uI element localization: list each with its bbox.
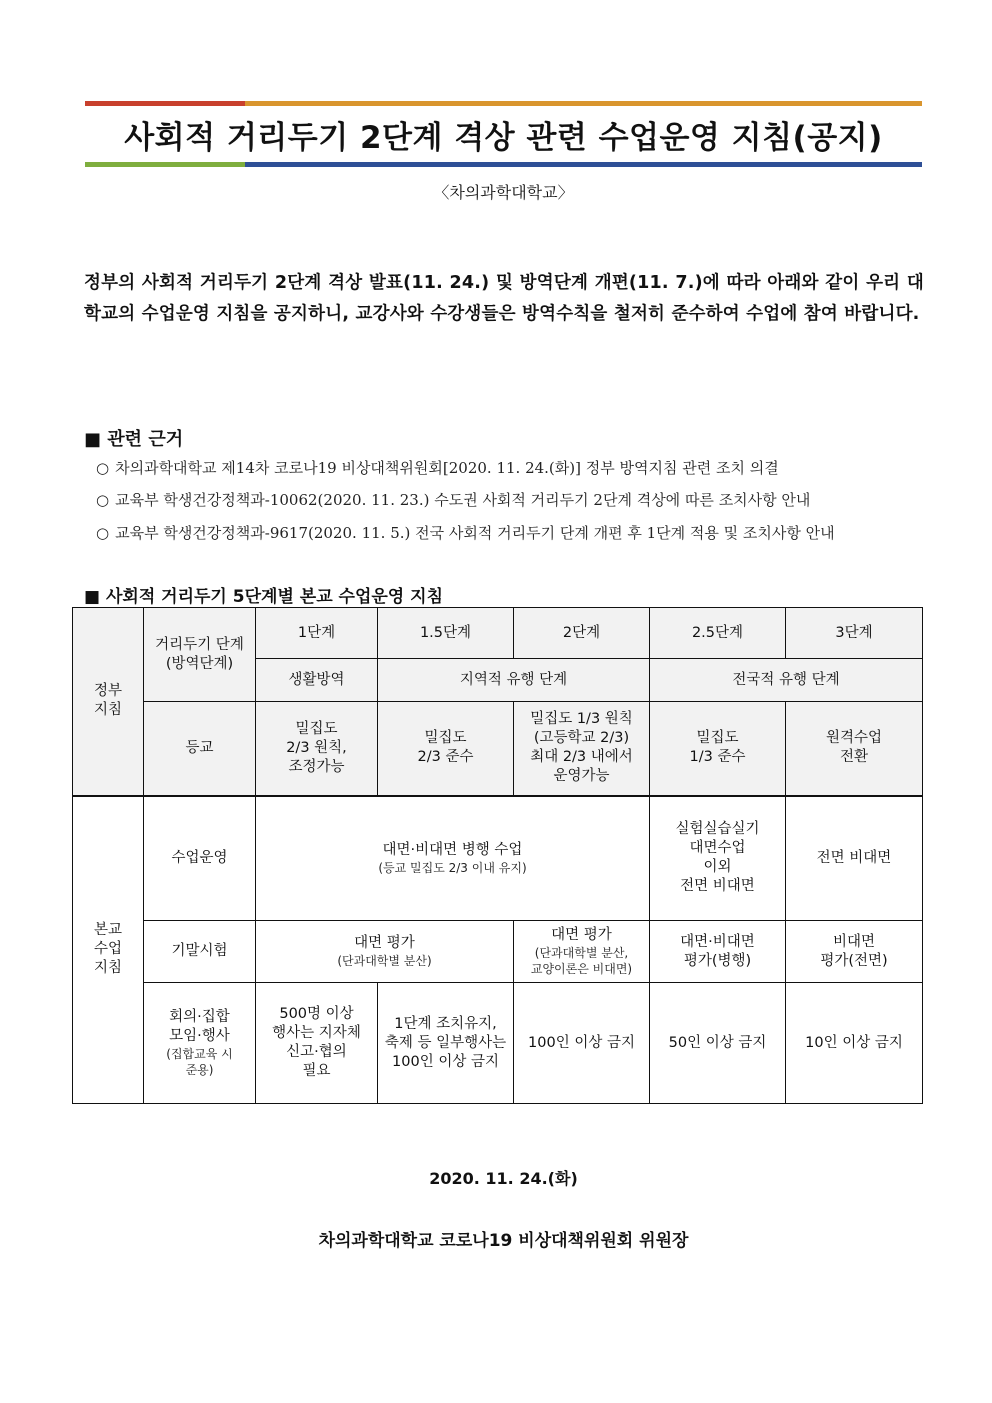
stage-header: 거리두기 단계 (방역단계)	[144, 608, 256, 702]
gov-guideline-label: 정부 지침	[73, 608, 144, 796]
table-heading: ■ 사회적 거리두기 5단계별 본교 수업운영 지침	[84, 587, 443, 607]
events-label-note: (집합교육 시 준용)	[166, 1047, 233, 1077]
class-ops-stage25: 실험실습실기 대면수업 이외 전면 비대면	[650, 796, 786, 921]
subtitle: 〈차의과학대학교〉	[433, 183, 574, 202]
stage-cell: 1단계	[256, 608, 378, 659]
top-bar-red	[85, 101, 245, 106]
final-exam-main-text: 대면 평가	[354, 935, 415, 951]
attendance-cell: 밀집도 1/3 준수	[650, 702, 786, 796]
events-label	[144, 983, 256, 1104]
attendance-label: 등교	[144, 702, 256, 796]
basis-item-text: 교육부 학생건강정책과-10062(2020. 11. 23.) 수도권 사회적 거리두기 2단계 격상에 따른 조치사항 안내	[115, 491, 811, 509]
class-ops-main	[256, 796, 650, 921]
intro-paragraph: 정부의 사회적 거리두기 2단계 격상 발표(11. 24.) 및 방역단계 개편(11. 7.)에 따라 아래와 같이 우리 대학교의 수업운영 지침을 공지하니, 교강사와 수강생들은 방역수칙을 철저히 준수하여 수업에 참여 바랍니다.	[84, 273, 924, 324]
basis-heading: ■ 관련 근거	[84, 429, 184, 450]
attendance-cell: 밀집도 2/3 준수	[378, 702, 514, 796]
circle-bullet-icon: ○	[96, 491, 110, 509]
guideline-table	[72, 607, 923, 1104]
top-bar-orange	[245, 101, 922, 106]
circle-bullet-icon: ○	[96, 459, 110, 477]
events-cell: 50인 이상 금지	[650, 983, 786, 1104]
events-cell: 10인 이상 금지	[786, 983, 923, 1104]
circle-bullet-icon: ○	[96, 524, 110, 542]
final-exam-stage2-note: (단과대학별 분산, 교양이론은 비대면)	[530, 946, 633, 976]
final-exam-stage2-text: 대면 평가	[551, 927, 612, 943]
class-ops-main-note: (등교 밀집도 2/3 이내 유지)	[378, 860, 527, 875]
page-title: 사회적 거리두기 2단계 격상 관련 수업운영 지침(공지)	[124, 120, 883, 156]
basis-item	[96, 489, 810, 510]
class-ops-main-text: 대면·비대면 병행 수업	[382, 841, 523, 858]
bottom-bar-green	[85, 162, 245, 167]
final-exam-label: 기말시험	[144, 921, 256, 983]
class-ops-label: 수업운영	[144, 796, 256, 921]
attendance-cell: 밀집도 2/3 원칙, 조정가능	[256, 702, 378, 796]
final-exam-stage3: 비대면 평가(전면)	[786, 921, 923, 983]
final-exam-main-note: (단과대학별 분산)	[337, 954, 432, 968]
basis-item	[96, 457, 779, 478]
stage-cell: 2.5단계	[650, 608, 786, 659]
events-cell: 500명 이상 행사는 지자체 신고·협의 필요	[256, 983, 378, 1104]
stage-cell: 3단계	[786, 608, 923, 659]
bottom-bar-blue	[245, 162, 922, 167]
signer: 차의과학대학교 코로나19 비상대책위원회 위원장	[318, 1231, 689, 1251]
phase-cell: 생활방역	[256, 659, 378, 702]
class-ops-stage3: 전면 비대면	[786, 796, 923, 921]
final-exam-main	[256, 921, 514, 983]
events-label-text: 회의·집합 모임·행사	[169, 1009, 230, 1044]
phase-cell: 지역적 유행 단계	[378, 659, 650, 702]
basis-item-text: 교육부 학생건강정책과-9617(2020. 11. 5.) 전국 사회적 거리두기 단계 개편 후 1단계 적용 및 조치사항 안내	[115, 524, 835, 542]
final-exam-stage25: 대면·비대면 평가(병행)	[650, 921, 786, 983]
basis-item	[96, 522, 835, 543]
final-exam-stage2	[514, 921, 650, 983]
stage-cell: 1.5단계	[378, 608, 514, 659]
stage-cell: 2단계	[514, 608, 650, 659]
attendance-cell: 원격수업 전환	[786, 702, 923, 796]
events-cell: 1단계 조치유지, 축제 등 일부행사는 100인 이상 금지	[378, 983, 514, 1104]
basis-item-text: 차의과학대학교 제14차 코로나19 비상대책위원회[2020. 11. 24.(화)] 정부 방역지침 관련 조치 의결	[115, 459, 779, 477]
events-cell: 100인 이상 금지	[514, 983, 650, 1104]
phase-cell: 전국적 유행 단계	[650, 659, 923, 702]
school-guideline-label: 본교 수업 지침	[73, 796, 144, 1104]
issue-date: 2020. 11. 24.(화)	[429, 1169, 578, 1188]
attendance-cell: 밀집도 1/3 원칙 (고등학교 2/3) 최대 2/3 내에서 운영가능	[514, 702, 650, 796]
